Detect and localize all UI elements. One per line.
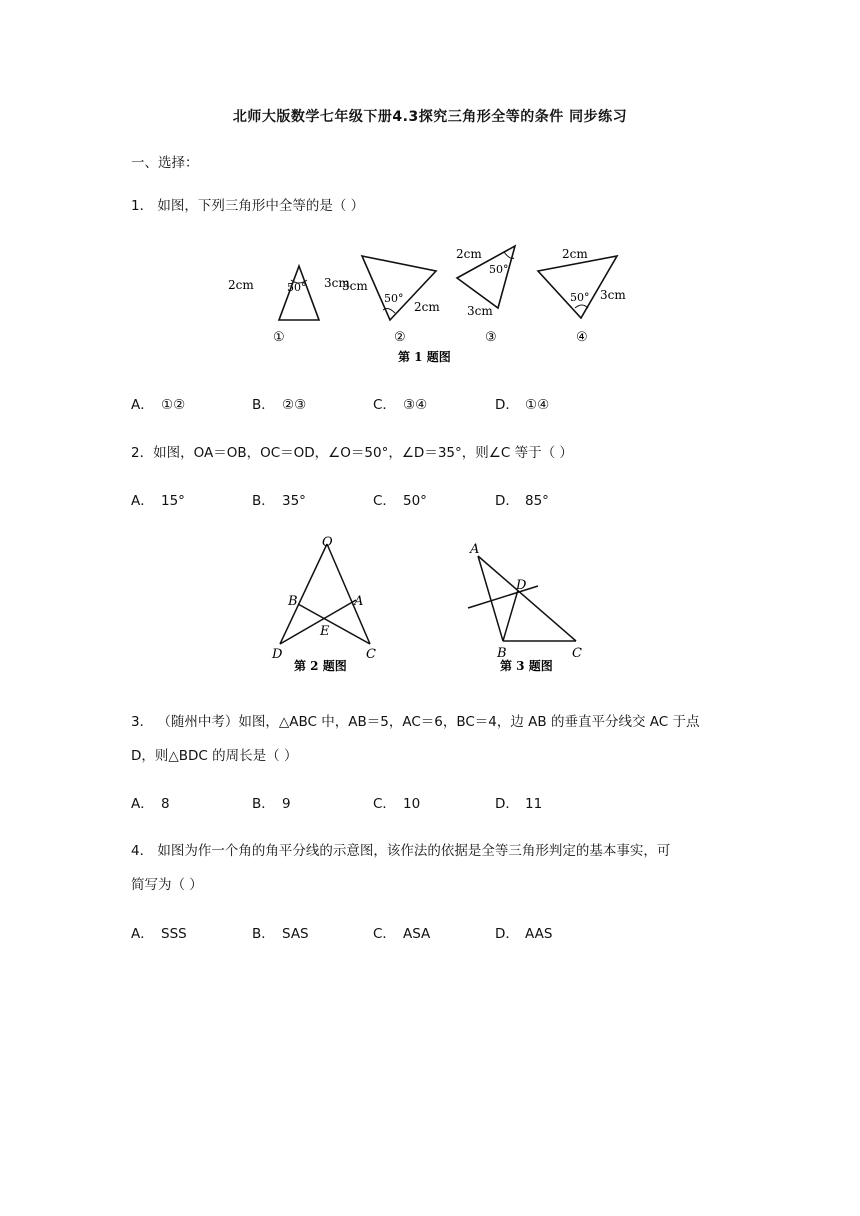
point-c-label: C: [366, 647, 376, 662]
option-text: ③④: [403, 397, 428, 413]
q2-option-c[interactable]: [373, 489, 427, 509]
option-text: ①②: [161, 397, 186, 413]
q4-option-a[interactable]: [131, 922, 187, 942]
q3-option-c[interactable]: [373, 792, 420, 812]
t3-side-b-label: 3cm: [467, 304, 493, 318]
t2-side-a-label: 3cm: [342, 279, 368, 293]
option-label: A．: [131, 926, 154, 942]
figure-1: [220, 238, 640, 368]
point-o-label: O: [322, 535, 333, 550]
triangle-2: [342, 256, 440, 345]
q4-option-c[interactable]: [373, 922, 430, 942]
option-text: ①④: [525, 397, 550, 413]
question-4-stem-line-1: 4． 如图为作一个角的角平分线的示意图，该作法的依据是全等三角形判定的基本事实，可: [131, 843, 671, 859]
option-text: 50°: [403, 493, 427, 509]
q3-option-a[interactable]: [131, 792, 170, 812]
question-2-stem: 2．如图，OA＝OB，OC＝OD，∠O＝50°，∠D＝35°，则∠C 等于（ ）: [131, 445, 573, 461]
option-label: B．: [252, 926, 275, 942]
figure-1-caption: 第 1 题图: [398, 350, 451, 364]
q1-option-a[interactable]: [131, 393, 185, 413]
figure-3: [468, 542, 582, 673]
option-text: 85°: [525, 493, 549, 509]
q1-option-c[interactable]: [373, 393, 427, 413]
option-label: C．: [373, 493, 396, 509]
option-label: C．: [373, 926, 396, 942]
option-label: A．: [131, 796, 154, 812]
question-3-stem-line-2: D，则△BDC 的周长是（ ）: [131, 748, 298, 764]
q2-option-d[interactable]: [495, 489, 549, 509]
figure-3-caption: 第 3 题图: [500, 659, 553, 673]
option-text: 8: [161, 796, 170, 812]
t1-side-a-label: 2cm: [228, 278, 254, 292]
option-label: B．: [252, 493, 275, 509]
option-label: C．: [373, 397, 396, 413]
q3-option-b[interactable]: [252, 792, 291, 812]
question-1-stem: 1． 如图，下列三角形中全等的是（ ）: [131, 198, 365, 214]
option-text: SAS: [282, 926, 309, 942]
figures-2-3: [260, 534, 600, 676]
question-3-stem-line-1: 3． （随州中考）如图，△ABC 中，AB＝5，AC＝6，BC＝4，边 AB 的垂直平分线交 AC 于点: [131, 714, 700, 730]
option-text: 9: [282, 796, 291, 812]
t2-angle-label: 50°: [384, 292, 404, 305]
t4-number: ④: [576, 330, 588, 345]
option-label: D．: [495, 926, 519, 942]
triangle-4: [538, 247, 626, 345]
t1-number: ①: [273, 330, 285, 345]
triangle-1: [228, 266, 350, 345]
option-text: SSS: [161, 926, 187, 942]
point-c-label: C: [572, 646, 582, 661]
option-text: AAS: [525, 926, 553, 942]
option-label: D．: [495, 493, 519, 509]
option-label: D．: [495, 796, 519, 812]
point-a-label: A: [470, 542, 480, 557]
option-label: A．: [131, 493, 154, 509]
point-d-label: D: [272, 647, 283, 662]
t4-angle-label: 50°: [570, 291, 590, 304]
t2-number: ②: [394, 330, 406, 345]
option-text: 15°: [161, 493, 185, 509]
t4-side-b-label: 3cm: [600, 288, 626, 302]
point-a-label: A: [354, 594, 364, 609]
q4-option-b[interactable]: [252, 922, 309, 942]
q2-option-a[interactable]: [131, 489, 185, 509]
option-text: ASA: [403, 926, 431, 942]
point-b-label: B: [497, 646, 507, 661]
option-text: 10: [403, 796, 421, 812]
point-b-label: B: [288, 594, 298, 609]
option-text: ②③: [282, 397, 307, 413]
t1-angle-label: 50°: [287, 281, 307, 294]
q2-option-b[interactable]: [252, 489, 306, 509]
q4-option-d[interactable]: [495, 922, 552, 942]
option-label: D．: [495, 397, 519, 413]
t2-side-b-label: 2cm: [414, 300, 440, 314]
triangle-3: [456, 246, 515, 345]
q1-option-d[interactable]: [495, 393, 549, 413]
option-label: B．: [252, 397, 275, 413]
t3-angle-label: 50°: [489, 263, 509, 276]
t4-side-a-label: 2cm: [562, 247, 588, 261]
q3-option-d[interactable]: [495, 792, 542, 812]
option-label: A．: [131, 397, 154, 413]
section-heading: 一、选择：: [131, 155, 199, 171]
question-4-stem-line-2: 简写为（ ）: [131, 877, 203, 893]
t3-number: ③: [485, 330, 497, 345]
q1-option-b[interactable]: [252, 393, 306, 413]
option-text: 11: [525, 796, 543, 812]
figure-2: [271, 535, 376, 673]
point-d-label: D: [516, 578, 527, 593]
t1-side-b-label: 3cm: [324, 276, 350, 290]
option-label: B．: [252, 796, 275, 812]
figure-2-caption: 第 2 题图: [294, 659, 347, 673]
option-label: C．: [373, 796, 396, 812]
page-title: 北师大版数学七年级下册4.3探究三角形全等的条件 同步练习: [232, 109, 628, 125]
t3-side-a-label: 2cm: [456, 247, 482, 261]
point-e-label: E: [320, 624, 330, 639]
option-text: 35°: [282, 493, 306, 509]
